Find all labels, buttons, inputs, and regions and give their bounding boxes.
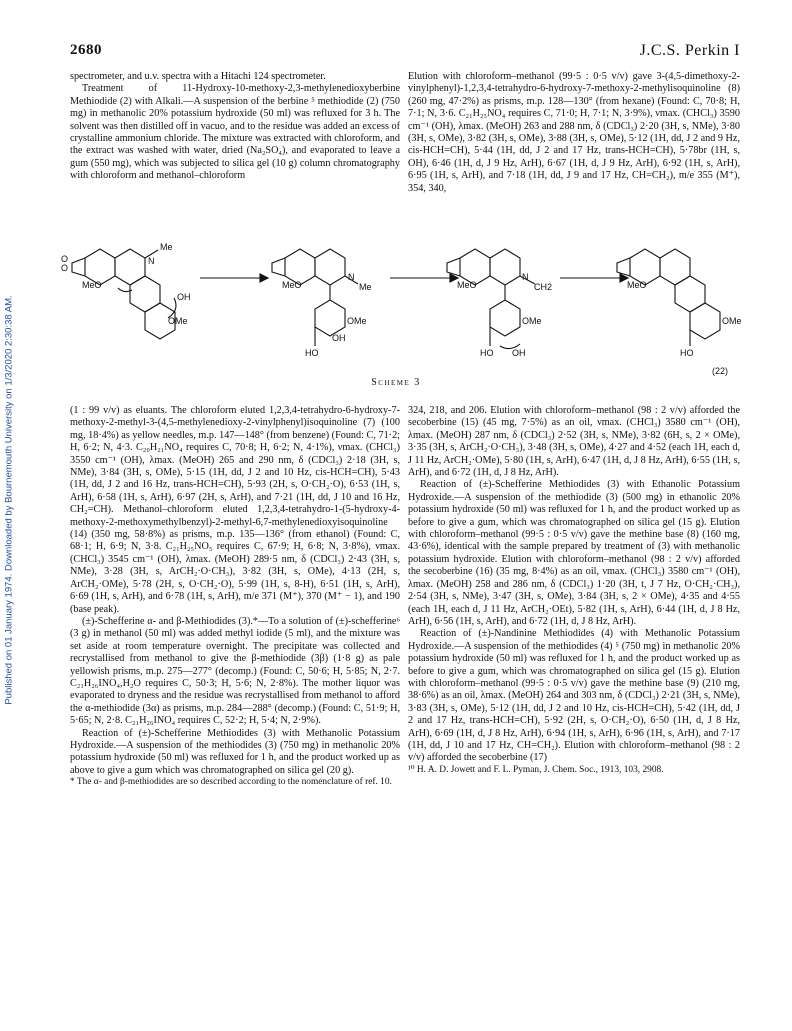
methylene-label: CH2 <box>534 282 553 292</box>
hydroxy-label: OH <box>177 292 191 302</box>
hydroxy-label: HO <box>680 348 694 358</box>
top-right-column <box>408 71 740 219</box>
page-number: 2680 <box>70 42 102 58</box>
paragraph: Reaction of (±)-Schefferine Methiodides (3) with Methanolic Potassium Hydroxide.—A suspension of the methiodides (3) (750 mg) in methanolic 20% potassium hydroxide (50 ml) was refluxed for 1 h, and the product worked up as above to give a gum which was chromatographed on silica gel (20 g). <box>70 727 400 776</box>
nitrogen-label: N <box>522 272 529 282</box>
paragraph: spectrometer, and u.v. spectra with a Hitachi 124 spectrometer. <box>70 71 326 82</box>
ring-c <box>130 276 160 312</box>
journal-title: J.C.S. Perkin I <box>639 42 740 59</box>
paragraph: Elution with chloroform–methanol (99·5 : 0·5 v/v) gave 3-(4,5-dimethoxy-2-vinylphenyl)-1,2,3,4-tetrahydro-6-hydroxy-7-methoxy-2-methylisoquinoline (8) (260 mg, 47·2%) as prisms, m.p. 128—130° (from hexane) (Found: C, 70·8; H, 7·1; N, 3·6. C₂₁H₂₅NO₄ requires C, 71·0; H, 7·1; N, 3·9%), νmax. (CHCl₃) 3590 cm⁻¹ (OH), λmax. (MeOH) 263 and 288 nm, δ (CDCl₃) 2·20 (3H, s, NMe), 3·80 (3H, s, OMe), 3·82 (3H, s, OMe), 3·88 (3H, s, OMe), 5·12 (1H, dd, J 2 and 9 Hz, cis-HCH=CH), 5·44 (1H, dd, J 2 and 17 Hz, trans-HCH=CH), 5·78br (1H, s, OH), 6·46 (1H, d, J 9 Hz, ArH), 6·67 (1H, d, J 9 Hz, ArH), 6·92 (1H, s, ArH), 6·95 (1H, s, ArH), and 7·18 (1H, dd, J 9 and 17 Hz, CH=CH₂), m/e 355 (M⁺), 354, 340, <box>408 71 740 194</box>
top-left-column <box>70 71 400 219</box>
compound-label: (22) <box>712 366 729 376</box>
hydroxy-label: OH <box>332 333 346 343</box>
methyl-label: Me <box>160 242 173 252</box>
methoxy-label: MeO <box>457 280 477 290</box>
download-note-text: Published on 01 January 1974. Downloaded by Bournemouth University on 1/3/2020 2:30:38 AM. <box>3 295 15 705</box>
bottom-left-column <box>70 405 400 1005</box>
oxygen-label: O <box>61 254 69 264</box>
methoxy-label: MeO <box>82 280 102 290</box>
footnote: * The α- and β-methiodides are so described according to the nomenclature of ref. 10. <box>70 777 392 788</box>
methoxy-label: MeO <box>282 280 302 290</box>
paragraph: (1 : 99 v/v) as eluants. The chloroform eluted 1,2,3,4-tetrahydro-6-hydroxy-7-methoxy-2-methyl-3-(4,5-methylenedioxy-2-vinylphenyl)isoquinoline (7) (100 mg, 18·4%) as yellow needles, m.p. 147—148° (from benzene) (Found: C, 71·2; H, 6·2; N, 4·3. C₂₀H₂₁NO₄ requires C, 70·8; H, 6·2; N, 4·1%), νmax. (CHCl₃) 3550 cm⁻¹ (OH), λmax. (MeOH) 265 and 290 nm, δ (CDCl₃) 2·18 (3H, s, NMe), 3·84 (3H, s, OMe), 5·15 (1H, dd, J 2 and 10 Hz, cis-HCH=CH), 5·43 (1H, dd, J 2 and 16 Hz, trans-HCH=CH), 5·93 (2H, s, O·CH₂·O), 6·53 (1H, s, ArH), 6·58 (1H, s, ArH), 6·97 (2H, s, ArH), and 7·21 (1H, dd, J 10 and 16 Hz, CH₂=CH). Methanol–chloroform eluted 1,2,3,4-tetrahydro-1-(5-hydroxy-4-methoxy-2-methoxymethylbenzyl)-2-methyl-6,7-methylenedioxyisoquinoline (14) (350 mg, 58·8%) as prisms, m.p. 135—136° (from ethanol) (Found: C, 68·1; H, 6·9; N, 3·8. C₂₁H₂₅NO₅ requires C, 67·9; H, 6·8; N, 3·8%), νmax. (CHCl₃) 3545 cm⁻¹ (OH), λmax. (MeOH) 289·5 nm, δ (CDCl₃) 2·43 (3H, s, NMe), 3·28 (3H, s, ArCH₂·O·CH₃), 3·82 (3H, s, OMe), 4·13 (2H, s, ArCH₂·OMe), 5·78 (2H, s, O·CH₂·O), 5·99 (1H, s, 8-H), 6·51 (1H, s, ArH), 6·69 (1H, s, ArH), and 6·78 (1H, s, ArH), m/e 371 (M⁺), 370 (M⁺ − 1), and 190 (base peak). <box>70 405 400 615</box>
bottom-right-column <box>408 405 740 1005</box>
hydroxy-label: HO <box>480 348 494 358</box>
reaction-scheme <box>60 228 750 383</box>
piperidine-ring <box>115 249 145 285</box>
methoxy-label: OMe <box>168 316 188 326</box>
methoxy-label: MeO <box>627 280 647 290</box>
nitrogen-label: N <box>348 272 355 282</box>
paragraph: (±)-Schefferine α- and β-Methiodides (3).*—To a solution of (±)-schefferine⁶ (3 g) in methanol (50 ml) was added methyl iodide (5 ml), and the mixture was set aside at room temperature overnight. The precipitate was collected and recrystallised from methanol to give the β-methiodide (3β) (1·8 g) as pale yellowish prisms, m.p. 275—277° (decomp.) (Found: C, 50·6; H, 5·85; N, 2·7. C₂₁H₂₆INO₄,H₂O requires C, 50·3; H, 5·6; N, 2·8%). The mother liquor was evaporated to dryness and the residue was recrystallised from methanol to afford the α-methiodide (3α) as prisms, m.p. 284—288° (decomp.) (Found: C, 51·9; H, 5·65; N, 2·8. C₂₁H₂₆INO₄ requires C, 52·2; H, 5·4; N, 2·9%). <box>70 615 400 727</box>
reference: ¹⁰ H. A. D. Jowett and F. L. Pyman, J. Chem. Soc., 1913, 103, 2908. <box>408 764 664 775</box>
methyl-label: Me <box>359 282 372 292</box>
methoxy-label: OMe <box>522 316 542 326</box>
hydroxy-label: HO <box>305 348 319 358</box>
hydroxy-label: OH <box>512 348 526 358</box>
paragraph: Reaction of (±)-Nandinine Methiodides (4) with Methanolic Potassium Hydroxide.—A suspension of the methiodides (4) ⁵ (750 mg) in methanolic 20% potassium hydroxide (50 ml) was refluxed for 1 h, and the product worked up as before to give a gum, which was chromatographed on silica gel (15 g). Elution with chloroform–methanol (99·5 : 0·5 v/v) gave the methine base (9) (210 mg, 38·6%) as an oil, λmax. (MeOH) 264 and 303 nm, δ (CDCl₃) 2·21 (3H, s, NMe), 3·83 (3H, s, OMe), 5·12 (1H, dd, J 2 and 10 Hz, cis-HCH=CH), 5·42 (1H, dd, J 2 and 17 Hz, trans-HCH=CH), 5·92 (2H, s, O·CH₂·O), 6·50 (1H, d, J 8 Hz, ArH), 6·69 (1H, d, J 8 Hz, ArH), 6·94 (1H, s, ArH), 6·96 (1H, s, ArH), and 7·17 (1H, dd, J 10 and 17 Hz, CH=CH₂). Elution with chloroform–methanol (98 : 2 v/v) afforded the secoberbine (17) <box>408 628 740 764</box>
paragraph: Treatment of 11-Hydroxy-10-methoxy-2,3-methylenedioxyberbine Methiodide (2) with Alkali.—A suspension of the berbine ⁵ methiodide (2) (750 mg) in methanolic 20% potassium hydroxide (50 ml) was refluxed for 3 h. The solvent was then distilled off in vacuo, and to the residue was added an excess of crystalline ammonium chloride. The mixture was extracted with chloroform, and the extract was washed with water, dried (Na₂SO₄), and evaporated to leave a gum (550 mg), which was subjected to silica gel (10 g) column chromatography with chloroform and methanol–chloroform <box>70 83 400 182</box>
methoxy-label: OMe <box>347 316 367 326</box>
scheme-caption: Scheme 3 <box>371 377 421 388</box>
download-note[interactable] <box>2 260 16 740</box>
paragraph: 324, 218, and 206. Elution with chloroform–methanol (98 : 2 v/v) afforded the secoberbine (15) (45 mg, 7·5%) as an oil, νmax. (CHCl₃) 3580 cm⁻¹ (OH), λmax. (MeOH) 287 nm, δ (CDCl₃) 2·52 (3H, s, NMe), 3·82 (6H, s, 2 × OMe), 3·35 (3H, s, ArCH₂·O·CH₃), 3·48 (3H, s, OMe), 4·27 and 4·52 (each 1H, each d, J 11 Hz, ArCH₂·OMe), 5·80 (1H, s, ArH), 6·47 (1H, d, J 8 Hz, ArH), 6·55 (1H, s, ArH), and 6·72 (1H, d, J 8 Hz, ArH). <box>408 405 740 479</box>
oxygen-label: O <box>61 263 69 273</box>
methoxy-label: OMe <box>722 316 742 326</box>
nitrogen-label: N <box>148 256 155 266</box>
paragraph: Reaction of (±)-Schefferine Methiodides (3) with Ethanolic Potassium Hydroxide.—A suspension of the methiodide (3) (500 mg) in ethanolic 20% potassium hydroxide (50 ml) was refluxed for 1 h, and the product worked up as before to give a gum, which was chromatographed on silica gel (15 g). Elution with chloroform–methanol (99·5 : 0·5 v/v) gave the methine base (8) (160 mg, 43·6%), identical with the sample prepared by treatment of (3) with methanolic potassium hydroxide. Elution with chloroform–methanol (98 : 2 v/v) afforded the secoberbine (16) (35 mg, 8·4%) as an oil, νmax. (CHCl₃) 3580 cm⁻¹ (OH), λmax. (MeOH) 258 and 286 nm, δ (CDCl₃) 1·20 (3H, t, J 7 Hz, O·CH₂·CH₃), 2·54 (3H, s, NMe), 3·47 (3H, s, OMe), 3·84 (3H, s, 2 × OMe), 4·35 and 4·55 (each 1H, each d, J 11 Hz, ArCH₂·OEt), 5·82 (1H, s, ArH), 6·44 (1H, d, J 8 Hz, ArH), 6·56 (1H, s, ArH), and 6·72 (1H, d, J 8 Hz, ArH). <box>408 479 740 627</box>
